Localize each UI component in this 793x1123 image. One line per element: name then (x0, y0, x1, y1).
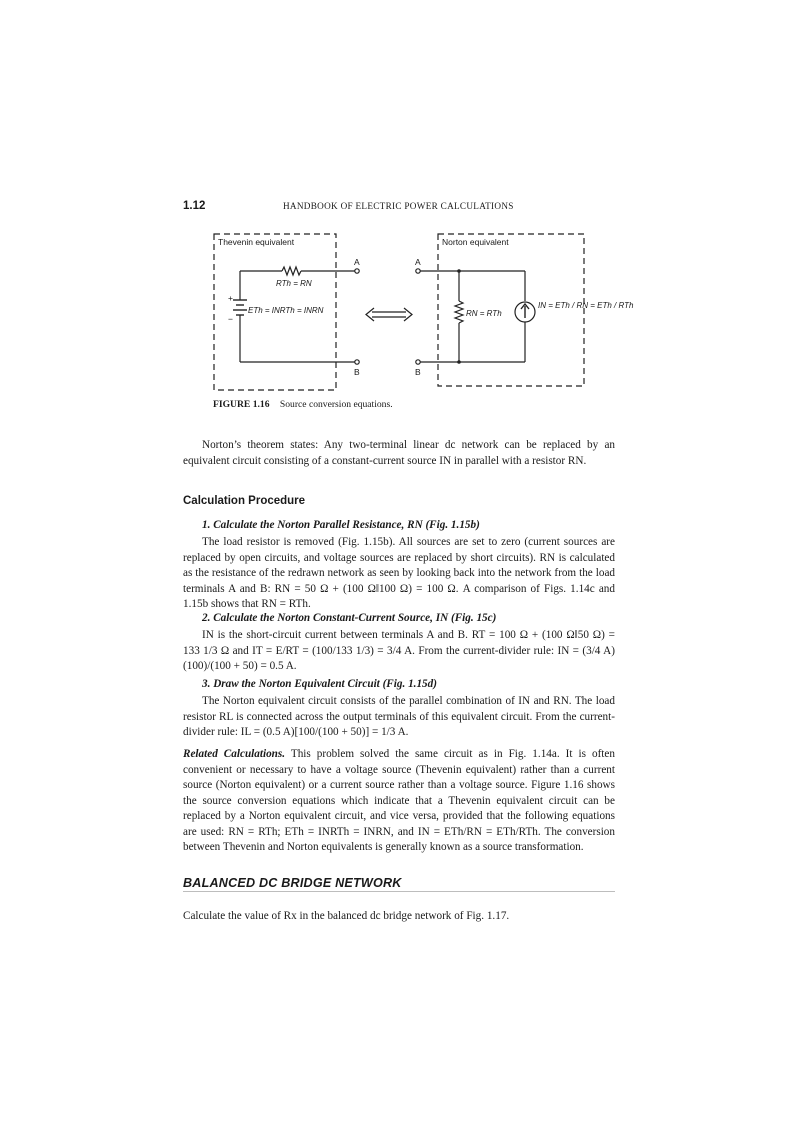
norton-title: Norton equivalent (442, 237, 509, 247)
terminal-b-left-label: B (354, 367, 360, 377)
page-header (183, 200, 615, 214)
step-1-body: The load resistor is removed (Fig. 1.15b). All sources are set to zero (current sources are replaced by open circuits, and voltage sources are replaced by short circuits). RN is calculated as the resistance of the redrawn network as seen by looking back into the network from the load terminals A and B: RN = 50 Ω + (100 Ω‖100 Ω) = 100 Ω. A comparison of Figs. 1.14c and 1.15b shows that RN = RTh. (183, 536, 615, 610)
rth-label: RTh = RN (276, 279, 312, 288)
caption-label: FIGURE 1.16 (213, 399, 270, 410)
thevenin-title: Thevenin equivalent (218, 237, 295, 247)
eth-label: ETh = INRTh = INRN (248, 306, 324, 315)
related-calculations (183, 747, 615, 856)
related-body: This problem solved the same circuit as in Fig. 1.14a. It is often convenient or necessary to have a voltage source (Thevenin equivalent) rather than a current source (Norton equivalent) or a current source rather than a voltage source. Figure 1.16 shows the source conversion equations which indicate that a Thevenin equivalent circuit can be replaced by a Norton equivalent circuit, and vice versa, provided that the following equations are used: RN = RTh; ETh = INRTh = INRN, and IN = ETh/RN = ETh/RTh. The conversion between Thevenin and Norton equivalents is generally known as a source transformation. (183, 748, 615, 853)
rn-label: RN = RTh (466, 309, 502, 318)
step-3-body: The Norton equivalent circuit consists of the parallel combination of IN and RN. The load resistor RL is connected across the output terminals of this equivalent circuit. From the current-divider rule: IL = (0.5 A)[100/(100 + 50)] = 1/3 A. (183, 695, 615, 738)
figure-caption (213, 399, 393, 410)
terminal-b-left (355, 360, 359, 364)
in-label: IN = ETh / RN = ETh / RTh (538, 301, 634, 310)
section-heading: Calculation Procedure (183, 495, 306, 507)
step-1-title: 1. Calculate the Norton Parallel Resistance, RN (Fig. 1.15b) (202, 519, 480, 531)
terminal-b-right (416, 360, 420, 364)
plus-sign: + (228, 293, 233, 303)
balanced-bridge-body: Calculate the value of Rx in the balanced dc bridge network of Fig. 1.17. (183, 910, 510, 922)
balanced-bridge-heading: BALANCED DC BRIDGE NETWORK (183, 876, 402, 890)
terminal-a-right-label: A (415, 257, 421, 267)
double-arrow-icon (366, 308, 412, 321)
minus-sign: − (228, 314, 233, 324)
step-3-title: 3. Draw the Norton Equivalent Circuit (Fig. 1.15d) (202, 678, 437, 690)
rn-resistor (455, 301, 463, 323)
intro-paragraph: Norton’s theorem states: Any two-terminal linear dc network can be replaced by an equivalent circuit consisting of a constant-current source IN in parallel with a resistor RN. (183, 439, 615, 467)
page-number: 1.12 (183, 200, 206, 212)
step-2-title: 2. Calculate the Norton Constant-Current Source, IN (Fig. 15c) (202, 612, 497, 624)
figure-source-conversion (200, 228, 634, 398)
circuit-diagram (200, 228, 634, 398)
terminal-a-left-label: A (354, 257, 360, 267)
step-2-body: IN is the short-circuit current between terminals A and B. RT = 100 Ω + (100 Ω‖50 Ω) = 133 1/3 Ω and IT = E/RT = (100/133 1/3) = 3/4 A. From the current-divider rule: IN = (3/4 A) (100)/(100 + 50) = 0.5 A. (183, 629, 615, 672)
caption-text: Source conversion equations. (279, 399, 393, 410)
running-head: HANDBOOK OF ELECTRIC POWER CALCULATIONS (283, 201, 514, 211)
terminal-b-right-label: B (415, 367, 421, 377)
related-label: Related Calculations. (183, 748, 286, 760)
rth-resistor (282, 267, 301, 275)
heading-rule (183, 891, 615, 892)
terminal-a-left (355, 269, 359, 273)
terminal-a-right (416, 269, 420, 273)
